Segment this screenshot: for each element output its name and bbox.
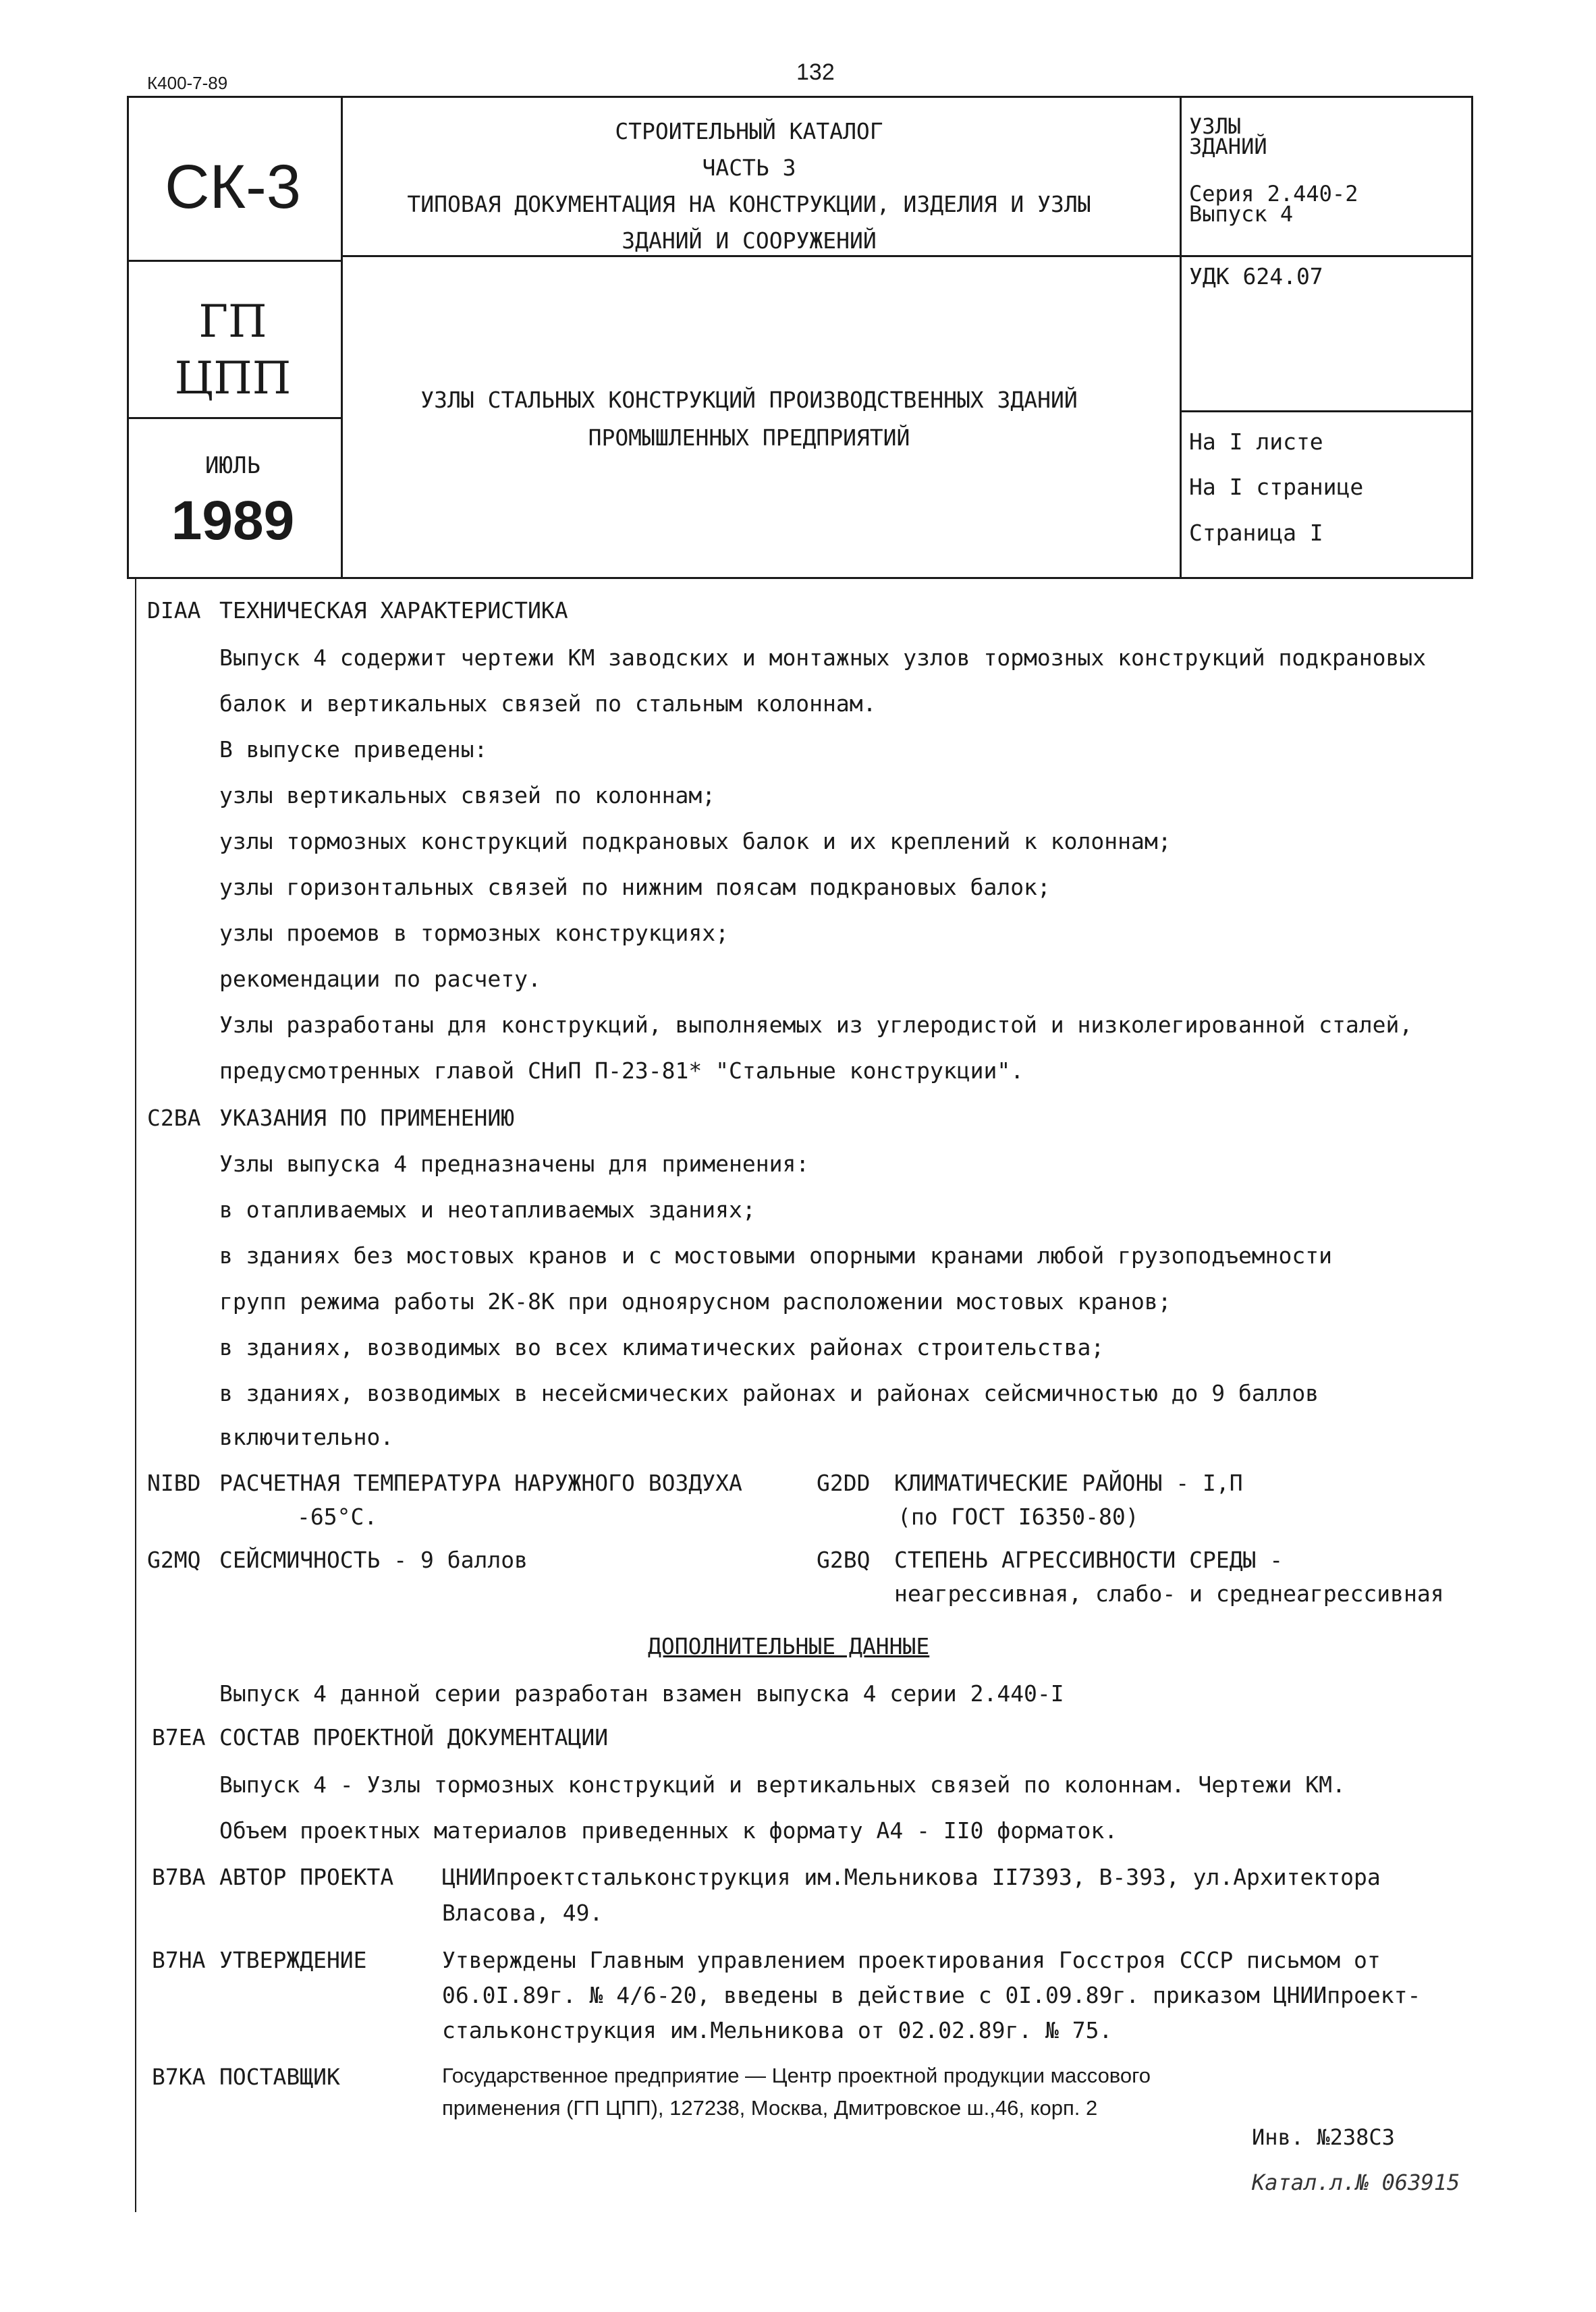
section-title-g2dd: КЛИМАТИЧЕСКИЕ РАЙОНЫ - I,П	[894, 1470, 1243, 1496]
b7ba-line: ЦНИИпроектстальконструкция им.Мельникова II7393, В-393, ул.Архитектора	[442, 1864, 1381, 1890]
d1aa-line: узлы тормозных конструкций подкрановых балок и их креплений к колоннам;	[219, 828, 1172, 854]
section-title-g2mq: СЕЙСМИЧНОСТЬ - 9 баллов	[219, 1547, 528, 1573]
section-code-c2ba: C2BA	[147, 1105, 201, 1131]
section-code-g2bq: G2BQ	[817, 1547, 871, 1573]
d1aa-line: рекомендации по расчету.	[219, 966, 541, 992]
topic-title	[351, 381, 1147, 457]
catalog-line-3: ТИПОВАЯ ДОКУМЕНТАЦИЯ НА КОНСТРУКЦИИ, ИЗДЕЛИЯ И УЗЛЫ	[407, 191, 1091, 217]
current-page: Страница I	[1189, 520, 1323, 546]
org-line-1: ГП	[198, 296, 267, 348]
section-title-n1bd: РАСЧЕТНАЯ ТЕМПЕРАТУРА НАРУЖНОГО ВОЗДУХА	[219, 1470, 742, 1496]
sheet-count: На I листе	[1189, 429, 1323, 455]
outdoor-temperature-value: -65°C.	[297, 1504, 378, 1530]
issue-number: Выпуск 4	[1189, 201, 1294, 227]
section-code-b7ba: B7BA	[152, 1864, 206, 1890]
document-code: К400-7-89	[147, 73, 228, 93]
b7ha-line: стальконструкция им.Мельникова от 02.02.89г. № 75.	[442, 2017, 1113, 2043]
catalog-line-4: ЗДАНИЙ И СООРУЖЕНИЙ	[622, 227, 877, 254]
section-code-b7ka: B7KA	[152, 2064, 206, 2090]
additional-data-title: ДОПОЛНИТЕЛЬНЫЕ ДАННЫЕ	[648, 1633, 930, 1659]
c2ba-line: в зданиях без мостовых кранов и с мостовыми опорными кранами любой грузоподъемности	[219, 1242, 1333, 1269]
section-title-b7ba: АВТОР ПРОЕКТА	[219, 1864, 394, 1890]
d1aa-line: узлы горизонтальных связей по нижним поясам подкрановых балок;	[219, 874, 1051, 900]
section-code-g2mq: G2MQ	[147, 1547, 201, 1573]
page-number: 132	[796, 59, 835, 85]
c2ba-line: в зданиях, возводимых в несейсмических районах и районах сейсмичностью до 9 баллов	[219, 1380, 1319, 1406]
topic-line-1: УЗЛЫ СТАЛЬНЫХ КОНСТРУКЦИЙ ПРОИЗВОДСТВЕННЫХ ЗДАНИЙ	[420, 387, 1078, 413]
uzly-line-1: УЗЛЫ	[1189, 113, 1242, 139]
b7ba-line: Власова, 49.	[442, 1900, 603, 1926]
d1aa-line: узлы проемов в тормозных конструкциях;	[219, 920, 729, 946]
c2ba-line: включительно.	[219, 1424, 394, 1450]
d1aa-line: узлы вертикальных связей по колоннам;	[219, 782, 716, 808]
section-title-d1aa: ТЕХНИЧЕСКАЯ ХАРАКТЕРИСТИКА	[219, 597, 568, 624]
issue-month: ИЮЛЬ	[205, 452, 260, 479]
b7ha-line: 06.0I.89г. № 4/6-20, введены в действие с 0I.09.89г. приказом ЦНИИпроект-	[442, 1982, 1421, 2008]
uzly-line-2: ЗДАНИЙ	[1189, 134, 1267, 159]
d1aa-line: балок и вертикальных связей по стальным колоннам.	[219, 690, 877, 717]
udk-code: УДК 624.07	[1189, 263, 1323, 290]
section-title-b7ha: УТВЕРЖДЕНИЕ	[219, 1947, 367, 1973]
catalog-line-2: ЧАСТЬ 3	[702, 155, 796, 181]
section-code-b7ha: B7HA	[152, 1947, 206, 1973]
d1aa-line: Выпуск 4 содержит чертежи КМ заводских и монтажных узлов тормозных конструкций подкрановых	[219, 644, 1427, 671]
additional-data-line: Выпуск 4 данной серии разработан взамен выпуска 4 серии 2.440-I	[219, 1680, 1064, 1707]
c2ba-line: в зданиях, возводимых во всех климатических районах строительства;	[219, 1334, 1105, 1360]
catalog-line-1: СТРОИТЕЛЬНЫЙ КАТАЛОГ	[615, 118, 883, 144]
d1aa-line: В выпуске приведены:	[219, 736, 488, 763]
org-line-2: ЦПП	[174, 352, 292, 404]
section-code-d1aa: DIAA	[147, 597, 201, 624]
catalog-title	[351, 113, 1147, 259]
section-code-n1bd: NIBD	[147, 1470, 201, 1496]
b7ea-line: Выпуск 4 - Узлы тормозных конструкций и вертикальных связей по колоннам. Чертежи КМ.	[219, 1771, 1346, 1798]
inventory-number: Инв. №238С3	[1252, 2124, 1395, 2150]
b7ka-line: Государственное предприятие — Центр проектной продукции массового	[442, 2064, 1151, 2087]
b7ea-line: Объем проектных материалов приведенных к формату А4 - II0 форматок.	[219, 1817, 1118, 1844]
topic-line-2: ПРОМЫШЛЕННЫХ ПРЕДПРИЯТИЙ	[588, 424, 910, 451]
d1aa-line: Узлы разработаны для конструкций, выполняемых из углеродистой и низколегированной сталей,	[219, 1012, 1413, 1038]
catalog-code-ck3: СК-3	[165, 153, 301, 221]
aggressiveness-value: неагрессивная, слабо- и среднеагрессивная	[894, 1580, 1444, 1607]
series-block	[1189, 181, 1358, 227]
b7ka-line: применения (ГП ЦПП), 127238, Москва, Дмитровское ш.,46, корп. 2	[442, 2096, 1098, 2120]
series-number: Серия 2.440-2	[1189, 181, 1358, 207]
section-code-g2dd: G2DD	[817, 1470, 871, 1496]
section-title-g2bq: СТЕПЕНЬ АГРЕССИВНОСТИ СРЕДЫ -	[894, 1547, 1284, 1573]
b7ha-line: Утверждены Главным управлением проектирования Госстроя СССР письмом от	[442, 1947, 1381, 1973]
page-count: На I странице	[1189, 474, 1364, 500]
c2ba-line: в отапливаемых и неотапливаемых зданиях;	[219, 1196, 756, 1223]
section-title-b7ka: ПОСТАВЩИК	[219, 2064, 340, 2090]
c2ba-line: групп режима работы 2К-8К при одноярусном расположении мостовых кранов;	[219, 1288, 1172, 1315]
section-code-b7ea: B7EA	[152, 1724, 206, 1751]
c2ba-line: Узлы выпуска 4 предназначены для применения:	[219, 1151, 810, 1177]
catalog-sheet-number: Катал.л.№ 063915	[1252, 2170, 1460, 2195]
d1aa-line: предусмотренных главой СНиП П-23-81* "Стальные конструкции".	[219, 1057, 1024, 1084]
issue-year: 1989	[171, 490, 295, 551]
section-label	[1189, 113, 1267, 159]
organization-label	[128, 294, 337, 407]
climate-standard: (по ГОСТ I6350-80)	[898, 1504, 1139, 1530]
section-title-b7ea: СОСТАВ ПРОЕКТНОЙ ДОКУМЕНТАЦИИ	[219, 1724, 609, 1751]
section-title-c2ba: УКАЗАНИЯ ПО ПРИМЕНЕНИЮ	[219, 1105, 515, 1131]
